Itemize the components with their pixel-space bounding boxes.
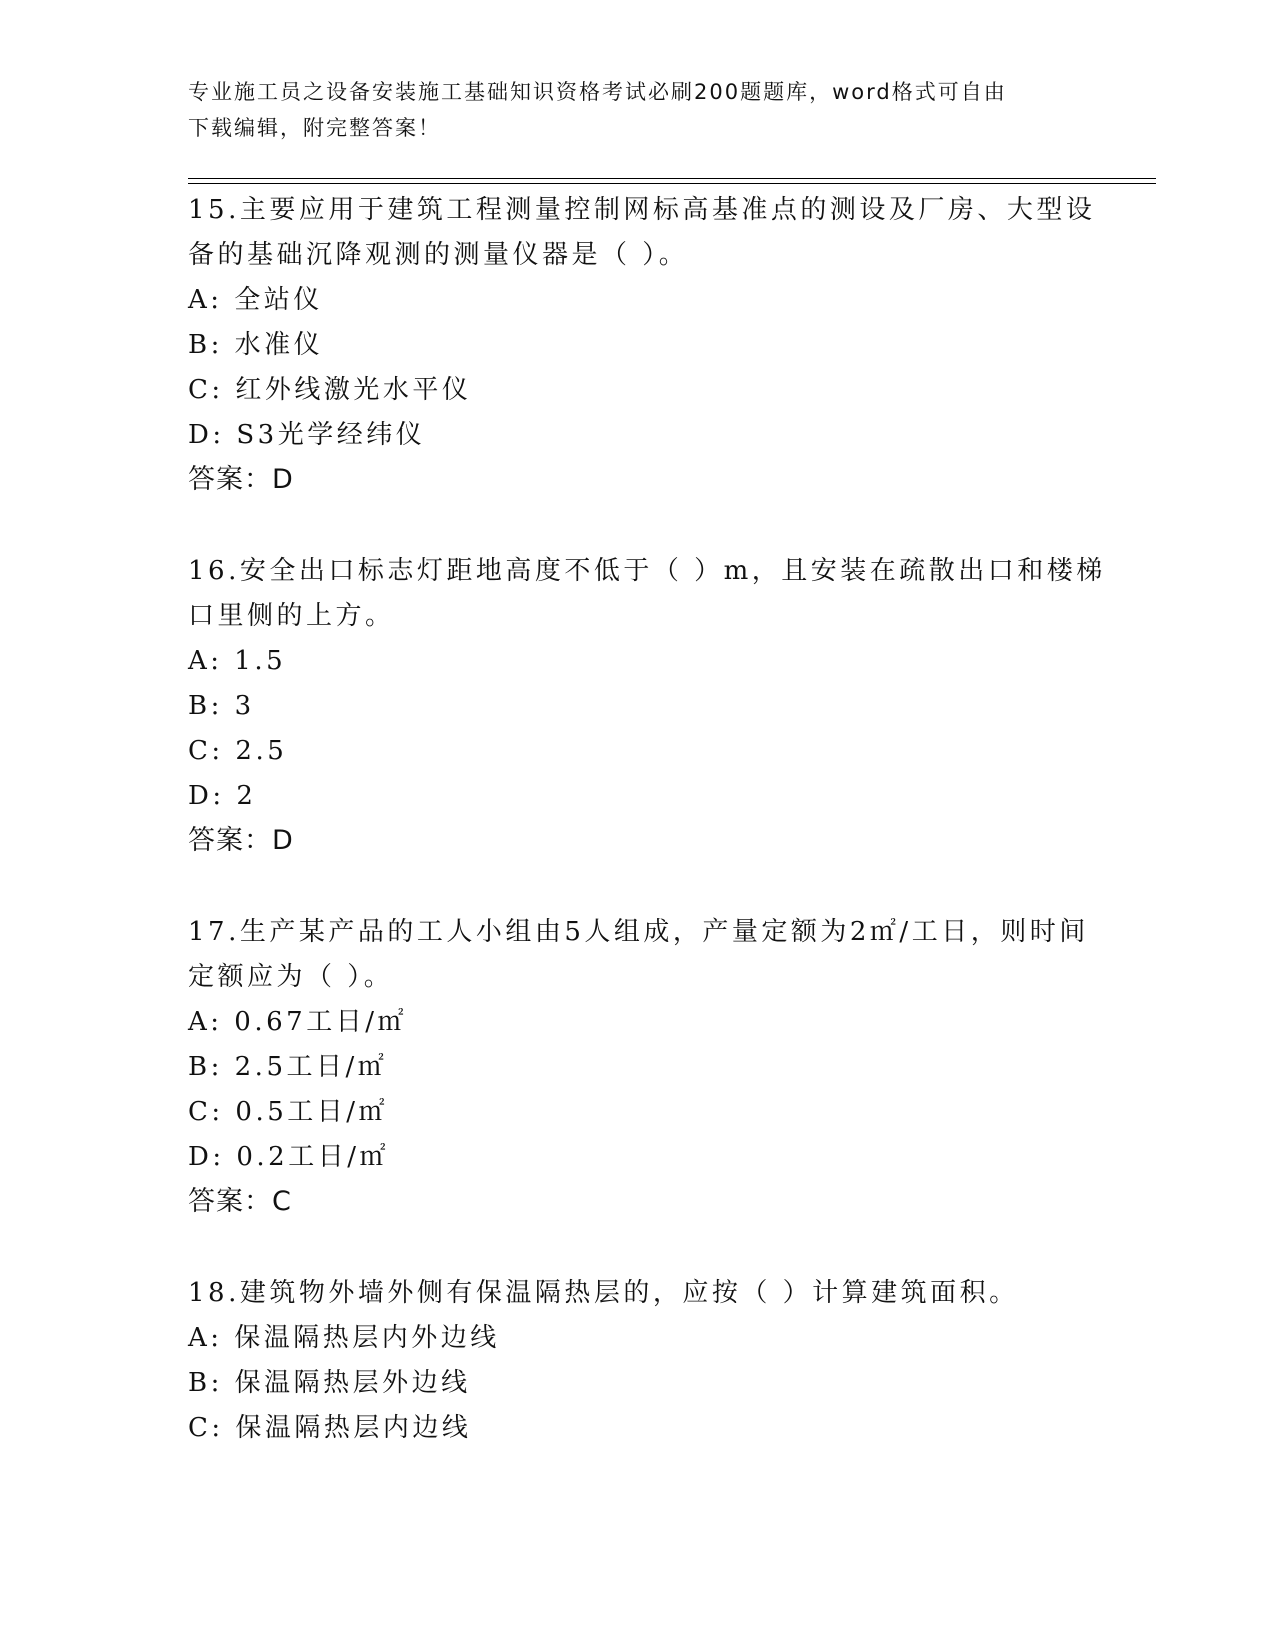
answer-label: 答案：D — [188, 464, 294, 495]
option-b: B: 保温隔热层外边线 — [188, 1368, 471, 1398]
option-b: B: 水准仪 — [188, 330, 324, 360]
header-title-line-2: 下载编辑，附完整答案！ — [188, 116, 441, 140]
option-c: C: 0.5工日/㎡ — [188, 1097, 389, 1127]
question-stem-line-2: 口里侧的上方。 — [188, 601, 395, 631]
question-stem-line-2: 定额应为（ ）。 — [188, 962, 394, 992]
option-c: C: 保温隔热层内边线 — [188, 1413, 472, 1443]
answer-label: 答案：C — [188, 1186, 292, 1217]
option-a: A: 全站仪 — [188, 285, 323, 315]
answer-label: 答案：D — [188, 825, 294, 856]
option-a: A: 保温隔热层内外边线 — [188, 1323, 500, 1353]
option-c: C: 2.5 — [188, 736, 288, 766]
question-stem-line-1: 15.主要应用于建筑工程测量控制网标高基准点的测设及厂房、大型设 — [188, 195, 1096, 225]
header-divider-top — [188, 178, 1156, 179]
question-stem-line-1: 17.生产某产品的工人小组由5人组成，产量定额为2㎡/工日，则时间 — [188, 917, 1089, 947]
question-stem-line-1: 18.建筑物外墙外侧有保温隔热层的，应按（ ）计算建筑面积。 — [188, 1278, 1019, 1308]
option-d: D: 2 — [188, 781, 257, 811]
question-stem-line-1: 16.安全出口标志灯距地高度不低于（ ）m，且安装在疏散出口和楼梯 — [188, 556, 1106, 586]
option-a: A: 1.5 — [188, 646, 287, 676]
document-header — [188, 74, 1088, 146]
header-title-line-1: 专业施工员之设备安装施工基础知识资格考试必刷200题题库，word格式可自由 — [188, 80, 1007, 104]
option-b: B: 3 — [188, 691, 255, 721]
option-d: D: S3光学经纬仪 — [188, 420, 426, 450]
question-stem-line-2: 备的基础沉降观测的测量仪器是（ ）。 — [188, 240, 689, 270]
header-divider-bottom — [188, 183, 1156, 184]
option-a: A: 0.67工日/㎡ — [188, 1007, 407, 1037]
option-c: C: 红外线激光水平仪 — [188, 375, 472, 405]
option-b: B: 2.5工日/㎡ — [188, 1052, 388, 1082]
option-d: D: 0.2工日/㎡ — [188, 1142, 389, 1172]
